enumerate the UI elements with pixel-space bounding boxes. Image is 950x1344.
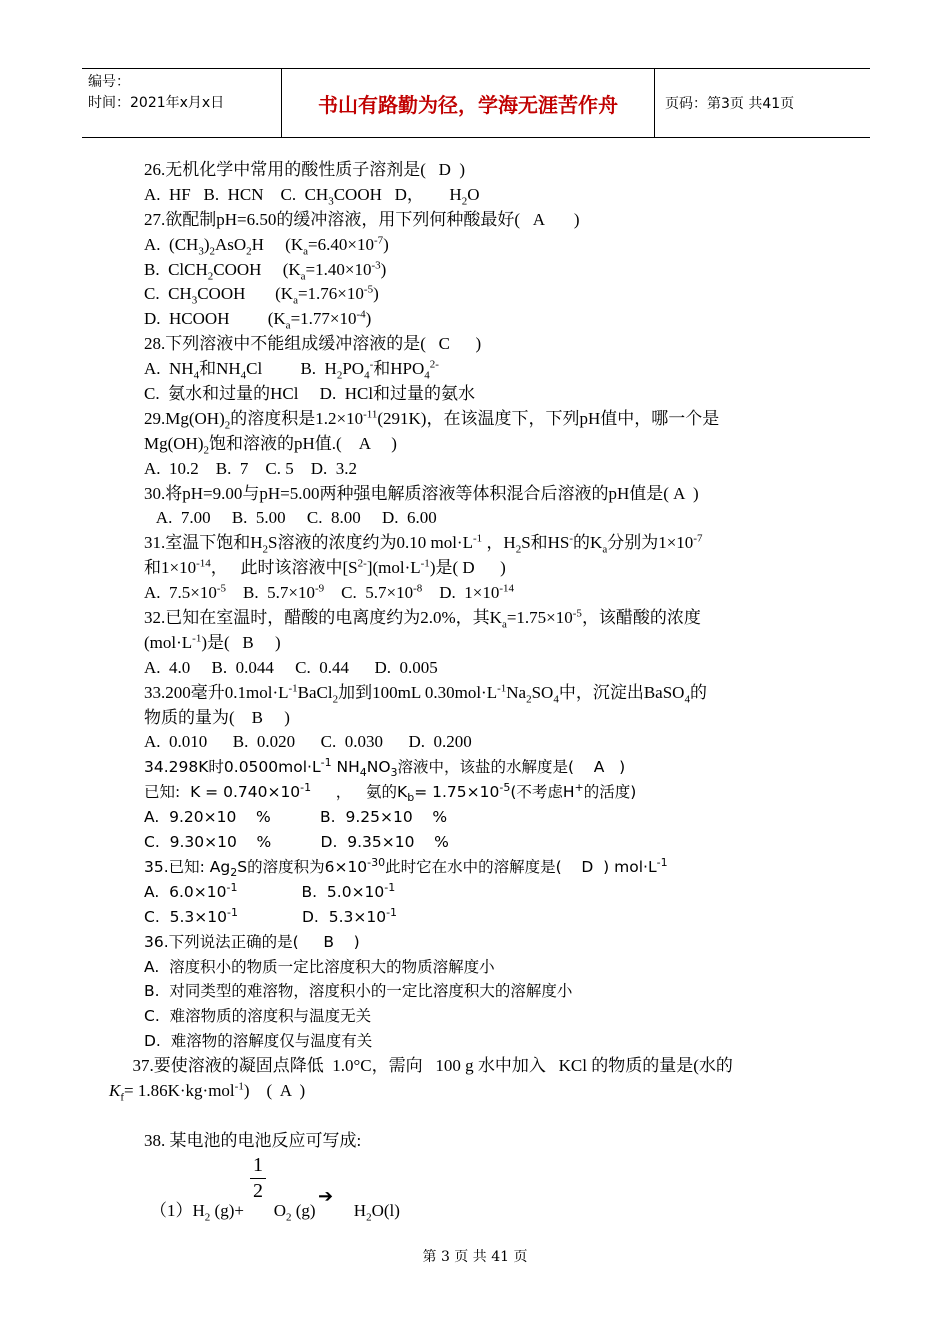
question-31: 31.室温下饱和$H_2S$溶液的浓度约为0.10 $mol\cdot L^{-1}$ ，$H_2S$和HS-的$K_a$分别为$1\times 10^{-7}$ — [144, 532, 703, 556]
question-35-cd: C. $5.3\times 10^{-1}$ D. $5.3\times 10^{-1}$ — [144, 905, 398, 926]
question-31-cont: 和$1\times 10^{-14}$， 此时该溶液中$[S^{2-}](mol\cdot L^{-1})$是( D ) — [144, 557, 506, 578]
question-38: 38. 某电池的电池反应可写成: — [144, 1130, 362, 1150]
question-30-options: A. 7.00 B. 5.00 C. 8.00 D. 6.00 — [144, 508, 437, 528]
question-28-ab: A. $NH_4$和$NH_4Cl$ B. $H_2PO_4^-$和$HPO_4^{2-}$ — [144, 358, 439, 382]
reaction-equation: $(1)H_2$ (g)+ $O_2$ (g) $H_2O(l)$ — [150, 1201, 400, 1224]
question-29-options: A. 10.2 B. 7 C. 5 D. 3.2 — [144, 458, 357, 478]
question-33-options: A. 0.010 B. 0.020 C. 0.030 D. 0.200 — [144, 732, 472, 752]
question-36-a: A. 溶度积小的物质一定比溶度积大的物质溶解度小 — [144, 957, 495, 976]
fraction-bar — [250, 1178, 266, 1179]
question-36: 36.下列说法正确的是( B ) — [144, 932, 360, 951]
fraction-numerator: 1 — [253, 1154, 263, 1176]
question-28: 28.下列溶液中不能组成缓冲溶液的是( C ) — [144, 334, 482, 354]
question-32-cont: $(mol\cdot L^{-1})$是( B ) — [144, 632, 281, 652]
question-27-c: C. $CH_3COOH$ $(K_a=1.76\times 10^{-5})$ — [144, 283, 379, 307]
page-header — [82, 68, 870, 138]
question-36-b: B. 对同类型的难溶物，溶度积小的一定比溶度积大的溶解度小 — [144, 982, 573, 1001]
question-27-a: A. $(CH_3)_2AsO_2H$ $(K_a=6.40\times 10^{-7})$ — [144, 234, 389, 258]
question-29: $29.Mg(OH)_2$的溶度积是$1.2\times 10^{-11}(291K)$，在该温度下，下列pH值中，哪一个是 — [144, 408, 720, 432]
header-page-info: 页码：第3页 共41页 — [665, 96, 795, 112]
question-26-options: A. HF B. HCN C. $CH_3COOH$ D， $H_2O$ — [144, 184, 480, 208]
question-26: 26.无机化学中常用的酸性质子溶剂是( D ) — [144, 160, 466, 179]
question-37-cont: $K_f= 1.86K\cdot kg\cdot mol^{-1}$) ( A ) — [109, 1080, 306, 1104]
question-37: 37.要使溶液的凝固点降低 1.0°C，需向 100 g 水中加入 KCl 的物质的量是(水的 — [124, 1056, 733, 1076]
question-27-b: B. ClCH$_2$COOH $(K_a=1.40\times 10^{-3})$ — [144, 258, 387, 282]
question-list — [109, 158, 814, 1154]
question-27-d: D. HCOOH $(K_a=1.77\times 10^{-4})$ — [144, 308, 372, 332]
question-33-cont: 物质的量为( B ) — [144, 707, 290, 727]
question-32: 32.已知在室温时，醋酸的电离度约为2.0%，其$K_a=1.75\times 10^{-5}$，该醋酸的浓度 — [144, 607, 701, 631]
question-35-ab: A. $6.0\times 10^{-1}$ B. $5.0\times 10^{-1}$ — [144, 880, 396, 901]
question-34-ab: A. 9.20×10 % B. 9.25×10 % — [144, 808, 448, 827]
question-30: 30.将pH=9.00与pH=5.00两种强电解质溶液等体积混合后溶液的pH值是( A ) — [144, 483, 699, 503]
question-35: 35.已知: $Ag_2S$的溶度积为$6\times 10^{-30}$此时它在水中的溶解度是( D ) $mol\cdot L^{-1}$ — [144, 855, 668, 880]
header-meta — [82, 69, 282, 137]
question-31-options: A. $7.5\times 10^{-5}$ B. $5.7\times 10^{-9}$ C. $5.7\times 10^{-8}$ D. $1\times 10^{-14}$ — [144, 582, 515, 603]
question-36-c: C. 难溶物质的溶度积与温度无关 — [144, 1007, 372, 1026]
time-label: 时间：2021年x月x日 — [88, 95, 225, 111]
question-27: 27.欲配制pH=6.50的缓冲溶液，用下列何种酸最好( A ) — [144, 209, 580, 229]
question-28-cd: C. 氨水和过量的HCl D. HCl和过量的氨水 — [144, 384, 476, 404]
question-34: 34.298K时$0.0500mol\cdot L^{-1}$ $NH_4NO_3$溶液中，该盐的水解度是( A ) — [144, 756, 626, 780]
question-34-cd: C. 9.30×10 % D. 9.35×10 % — [144, 833, 449, 852]
question-29-cont: $Mg(OH)_2$饱和溶液的pH值.( A ) — [144, 433, 397, 457]
question-33: 33.200毫升$0.1mol\cdot L^{-1}BaCl_2$加到100mL $0.30mol\cdot L^{-1}Na_2SO_4$中，沉淀出BaSO$_4$的 — [144, 682, 707, 706]
page-footer: 第 3 页 共 41 页 — [422, 1249, 528, 1265]
header-motto: 书山有路勤为径，学海无涯苦作舟 — [282, 69, 655, 137]
fraction-denominator: 2 — [253, 1180, 263, 1202]
question-36-d: D. 难溶物的溶解度仅与温度有关 — [144, 1032, 373, 1051]
question-32-options: A. 4.0 B. 0.044 C. 0.44 D. 0.005 — [144, 657, 438, 677]
number-label: 编号： — [88, 74, 130, 90]
reaction-arrow-icon: ➔ — [318, 1186, 334, 1206]
question-34-cont: 已知: $K = 0.740\times 10^{-1}$ ， 氨的$K_b= 1.75\times 10^{-5}$(不考虑H+的活度) — [144, 781, 637, 805]
